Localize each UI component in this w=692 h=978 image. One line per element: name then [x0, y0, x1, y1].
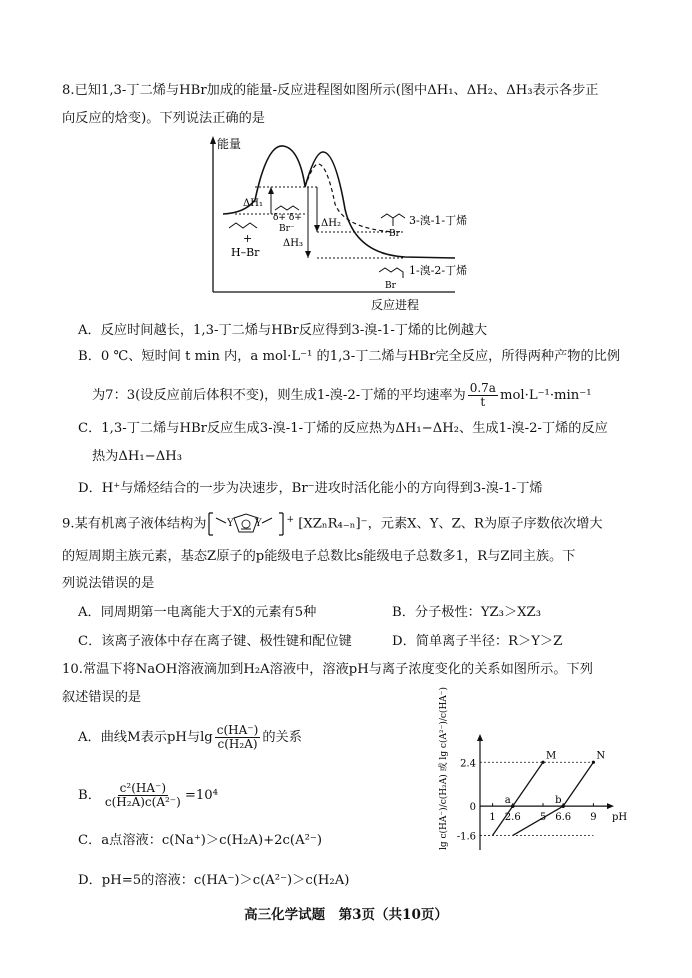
q9-stem-line2: 的短周期主族元素，基态Z原子的p能级电子总数比s能级电子总数多1，R与Z同主族。下: [62, 549, 576, 564]
series-line-n: [513, 762, 597, 835]
q9-stem-intro: 9.某有机离子液体结构为: [62, 516, 207, 532]
series-label-m: M: [546, 750, 557, 762]
rate-numerator: 0.7a: [469, 381, 496, 395]
q8-stem-line1: 8.已知1,3-丁二烯与HBr加成的能量-反应进程图如图所示(图中ΔH₁、ΔH₂、ΔH₃表示各步正: [62, 83, 599, 98]
ring-y-left: Y: [227, 518, 235, 529]
product2-br: Br: [385, 281, 396, 291]
q10-option-b: [78, 782, 218, 809]
q9-option-d: D．简单离子半径：R＞Y＞Z: [392, 634, 563, 649]
q10-b-denominator: c(H₂A)c(A²⁻): [104, 795, 181, 809]
q10-option-a: [78, 724, 302, 751]
q10-option-c: C．a点溶液：c(Na⁺)＞c(H₂A)+2c(A²⁻): [78, 833, 322, 848]
q8-option-a: A．反应时间越长，1,3-丁二烯与HBr反应得到3-溴-1-丁烯的比例越大: [78, 323, 488, 338]
q8-option-b-line1: B．0 ℃、短时间 t min 内，a mol·L⁻¹ 的1,3-丁二烯与HBr完全反应，所得两种产物的比例: [78, 349, 621, 364]
q9-option-c: C．该离子液体中存在离子键、极性键和配位键: [78, 634, 352, 649]
rate-denominator: t: [480, 395, 486, 409]
product2-label: 1-溴-2-丁烯: [409, 264, 468, 277]
q9-option-a: A．同周期第一电离能大于X的元素有5种: [78, 605, 317, 620]
delta-plus-label: δ+ δ+: [273, 213, 302, 223]
chart-xlabel: pH: [612, 812, 628, 824]
x-tick-label: 1: [489, 812, 496, 824]
product1-br: Br: [389, 229, 400, 239]
q10-a-numerator: c(HA⁻): [216, 723, 259, 737]
point-label-a: a: [504, 795, 511, 807]
reactant-hbr: H–Br: [231, 246, 260, 259]
product1-label: 3-溴-1-丁烯: [409, 214, 468, 227]
point-label-b: b: [555, 795, 562, 807]
imidazolium-structure: [206, 510, 286, 538]
rate-fraction: [468, 382, 498, 409]
x-tick-label: 6.6: [555, 812, 572, 824]
q10-stem-line1: 10.常温下将NaOH溶液滴加到H₂A溶液中，溶液pH与离子浓度变化的关系如图所示。下列: [62, 662, 593, 677]
q9-option-b: B．分子极性：YZ₃＞XZ₃: [392, 605, 541, 620]
allyl-cation-icon: [275, 206, 299, 210]
page-footer: 高三化学试题 第3页（共10页）: [244, 907, 448, 923]
rate-unit: mol·L⁻¹·min⁻¹: [499, 388, 592, 403]
q10-b-fraction: [103, 782, 183, 809]
br-minus-label: Br⁻: [279, 224, 295, 234]
energy-axis-label: 能量: [217, 137, 242, 151]
q8-option-b-line2: [92, 382, 591, 409]
q10-option-a-text: A．曲线M表示pH与lg: [78, 730, 213, 745]
q10-a-fraction: [215, 724, 261, 751]
series-label-n: N: [596, 750, 606, 762]
chart-ylabel: lg c(HA⁻)/c(H₂A) 或 lg c(A²⁻)/c(HA⁻): [439, 686, 449, 850]
ring-y-right: Y: [255, 518, 263, 529]
progress-axis-label: 反应进程: [371, 298, 420, 312]
q10-stem-line2: 叙述错误的是: [62, 690, 142, 705]
cation-charge: +: [286, 515, 295, 526]
q10-option-b-tail: =10⁴: [184, 788, 218, 803]
y-tick-label: 0: [469, 802, 476, 814]
energy-diagram: [205, 134, 495, 316]
q8-stem-line2: 向反应的焓变)。下列说法正确的是: [62, 111, 265, 126]
q9-stem-line3: 列说法错误的是: [62, 576, 155, 591]
x-axis-arrow-icon: [607, 803, 614, 809]
ph-chart: [420, 686, 628, 862]
q9-stem-tail: ，元素X、Y、Z、R为原子序数依次增大: [367, 516, 603, 532]
y-tick-label: -1.6: [456, 831, 476, 843]
butadiene-icon: [229, 223, 257, 228]
dh3-label: ΔH₃: [283, 238, 303, 249]
q8-option-c-line2: 热为ΔH₁−ΔH₃: [92, 449, 183, 464]
anion-formula: [XZₙR₄₋ₙ]⁻: [298, 516, 368, 532]
reactant-plus: +: [243, 232, 253, 245]
series-endpoint-n: [592, 761, 595, 764]
series-endpoint-m: [541, 761, 544, 764]
q10-b-numerator: c²(HA⁻): [119, 781, 167, 795]
series-line-m: [493, 762, 543, 835]
point-b: [561, 804, 565, 808]
q10-option-d: D．pH=5的溶液：c(HA⁻)＞c(A²⁻)＞c(H₂A): [78, 873, 350, 888]
dh1-label: ΔH₁: [243, 198, 263, 209]
point-a: [511, 804, 515, 808]
q10-a-denominator: c(H₂A): [217, 737, 258, 751]
product1-structure-icon: [381, 214, 405, 226]
y-tick-label: 2.4: [460, 758, 476, 770]
x-tick-label: 5: [539, 812, 547, 824]
q8-option-c-line1: C．1,3-丁二烯与HBr反应生成3-溴-1-丁烯的反应热为ΔH₁−ΔH₂、生成1-溴-2-丁烯的反应: [78, 421, 608, 436]
q10-option-b-letter: B．: [78, 788, 101, 803]
product2-structure-icon: [379, 268, 403, 278]
x-tick-label: 9: [590, 812, 597, 824]
q8-option-d: D．H⁺与烯烃结合的一步为决速步，Br⁻进攻时活化能小的方向得到3-溴-1-丁烯: [78, 481, 543, 496]
q10-option-a-tail: 的关系: [262, 730, 302, 745]
y-axis-arrow-icon: [477, 734, 483, 741]
dh2-label: ΔH₂: [321, 218, 341, 229]
q8-option-b-text: 为7：3(设反应前后体积不变)，则生成1-溴-2-丁烯的平均速率为: [92, 388, 466, 403]
x-tick-label: 2.6: [504, 812, 521, 824]
q9-stem-line1: [62, 510, 603, 538]
